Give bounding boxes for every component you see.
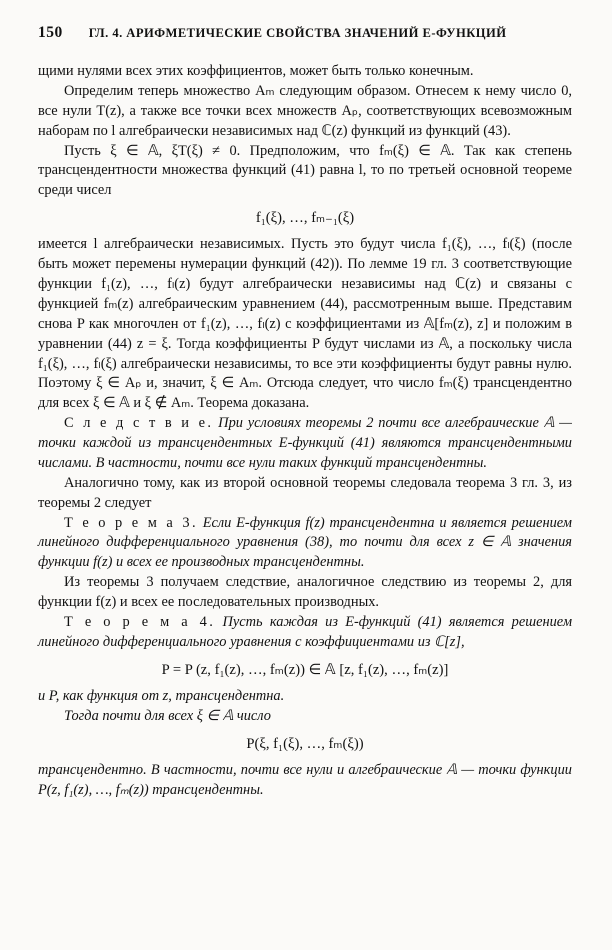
- formula-1: f₁(ξ), …, fₘ₋₁(ξ): [255, 210, 355, 227]
- theorem-3-label: Т е о р е м а 3.: [64, 514, 198, 531]
- page-header: [0, 24, 612, 42]
- theorem-3-text: Если Е-функция f(z) трансцендентна и является решением линейного дифференциального уравнения (38), то почти для всех z ∈ 𝔸 значения функции f(z) и всех ее производных трансцендентны.: [38, 514, 572, 571]
- paragraph-3: Пусть ξ ∈ 𝔸, ξT(ξ) ≠ 0. Предположим, что fₘ(ξ) ∈ 𝔸. Так как степень трансцендентности множества функций (41) равна l, то по третьей основной теореме среди чисел: [38, 142, 572, 199]
- paragraph-5: [38, 414, 572, 474]
- paragraph-8: Из теоремы 3 получаем следствие, аналогичное следствию из теоремы 2, для функции f(z) и всех ее последовательных производных.: [38, 574, 572, 610]
- page-body: [38, 62, 572, 800]
- paragraph-9: [38, 613, 572, 653]
- corollary-text: При условиях теоремы 2 почти все алгебраические 𝔸 — точки каждой из трансцендентных Е-функций (41) являются трансцендентными числами. В частности, почти все нули таких функций трансцендентны.: [38, 415, 572, 471]
- formula-2: P = P (z, f₁(z), …, fₘ(z)) ∈ 𝔸 [z, f₁(z), …, fₘ(z)]: [161, 661, 449, 678]
- running-title: ГЛ. 4. АРИФМЕТИЧЕСКИЕ СВОЙСТВА ЗНАЧЕНИЙ Е-ФУНКЦИЙ: [88, 26, 507, 40]
- paragraph-12: трансцендентно. В частности, почти все нули и алгебраические 𝔸 — точки функции P(z, f₁(z), …, fₘ(z)) трансцендентны.: [38, 761, 572, 798]
- theorem-4-text: Пусть каждая из Е-функций (41) является решением линейного дифференциального уравнения с коэффициентами из ℂ[z],: [38, 613, 573, 650]
- paragraph-1: щими нулями всех этих коэффициентов, может быть только конечным.: [38, 63, 474, 79]
- paragraph-11: Тогда почти для всех ξ ∈ 𝔸 число: [64, 707, 271, 724]
- paragraph-4: имеется l алгебраически независимых. Пусть это будут числа f₁(ξ), …, fₗ(ξ) (после быть может перемены нумерации функций (42)). По лемме 19 гл. 3 соответствующие функции f₁(z), …, fₗ(z) будут алгебраически независимы над ℂ(z) и связаны с функцией fₘ(z) алгебраическим уравнением (44), рассмотренным выше. Представим снова P как многочлен от f₁(z), …, fₗ(z) с коэффициентами из 𝔸[fₘ(z), z] и положим в уравнении (44) z = ξ. Тогда коэффициенты P будут числами из 𝔸, а поскольку числа f₁(ξ), …, fₗ(ξ) алгебраически независимы, то все эти коэффициенты будут равны нулю. Поэтому ξ ∈ Aₚ и, значит, ξ ∈ Aₘ. Отсюда следует, что число fₘ(ξ) трансцендентно для всех ξ ∈ 𝔸 и ξ ∉ Aₘ. Теорема доказана.: [38, 236, 572, 412]
- paragraph-10: и P, как функция от z, трансцендентна.: [38, 687, 285, 704]
- paragraph-7: [38, 514, 572, 574]
- formula-3: P(ξ, f₁(ξ), …, fₘ(ξ)): [246, 735, 364, 752]
- paragraph-2: Определим теперь множество Aₘ следующим образом. Отнесем к нему число 0, все нули T(z), а также все точки всех множеств Aₚ, соответствующих всевозможным наборам по l алгебраически независимых над ℂ(z) функций из функций (43).: [38, 82, 572, 139]
- corollary-label: С л е д с т в и е.: [64, 415, 214, 432]
- paragraph-6: Аналогично тому, как из второй основной теоремы следовала теорема 3 гл. 3, из теоремы 2 следует: [38, 474, 572, 511]
- theorem-4-label: Т е о р е м а 4.: [64, 613, 216, 630]
- page-number: 150: [38, 24, 63, 41]
